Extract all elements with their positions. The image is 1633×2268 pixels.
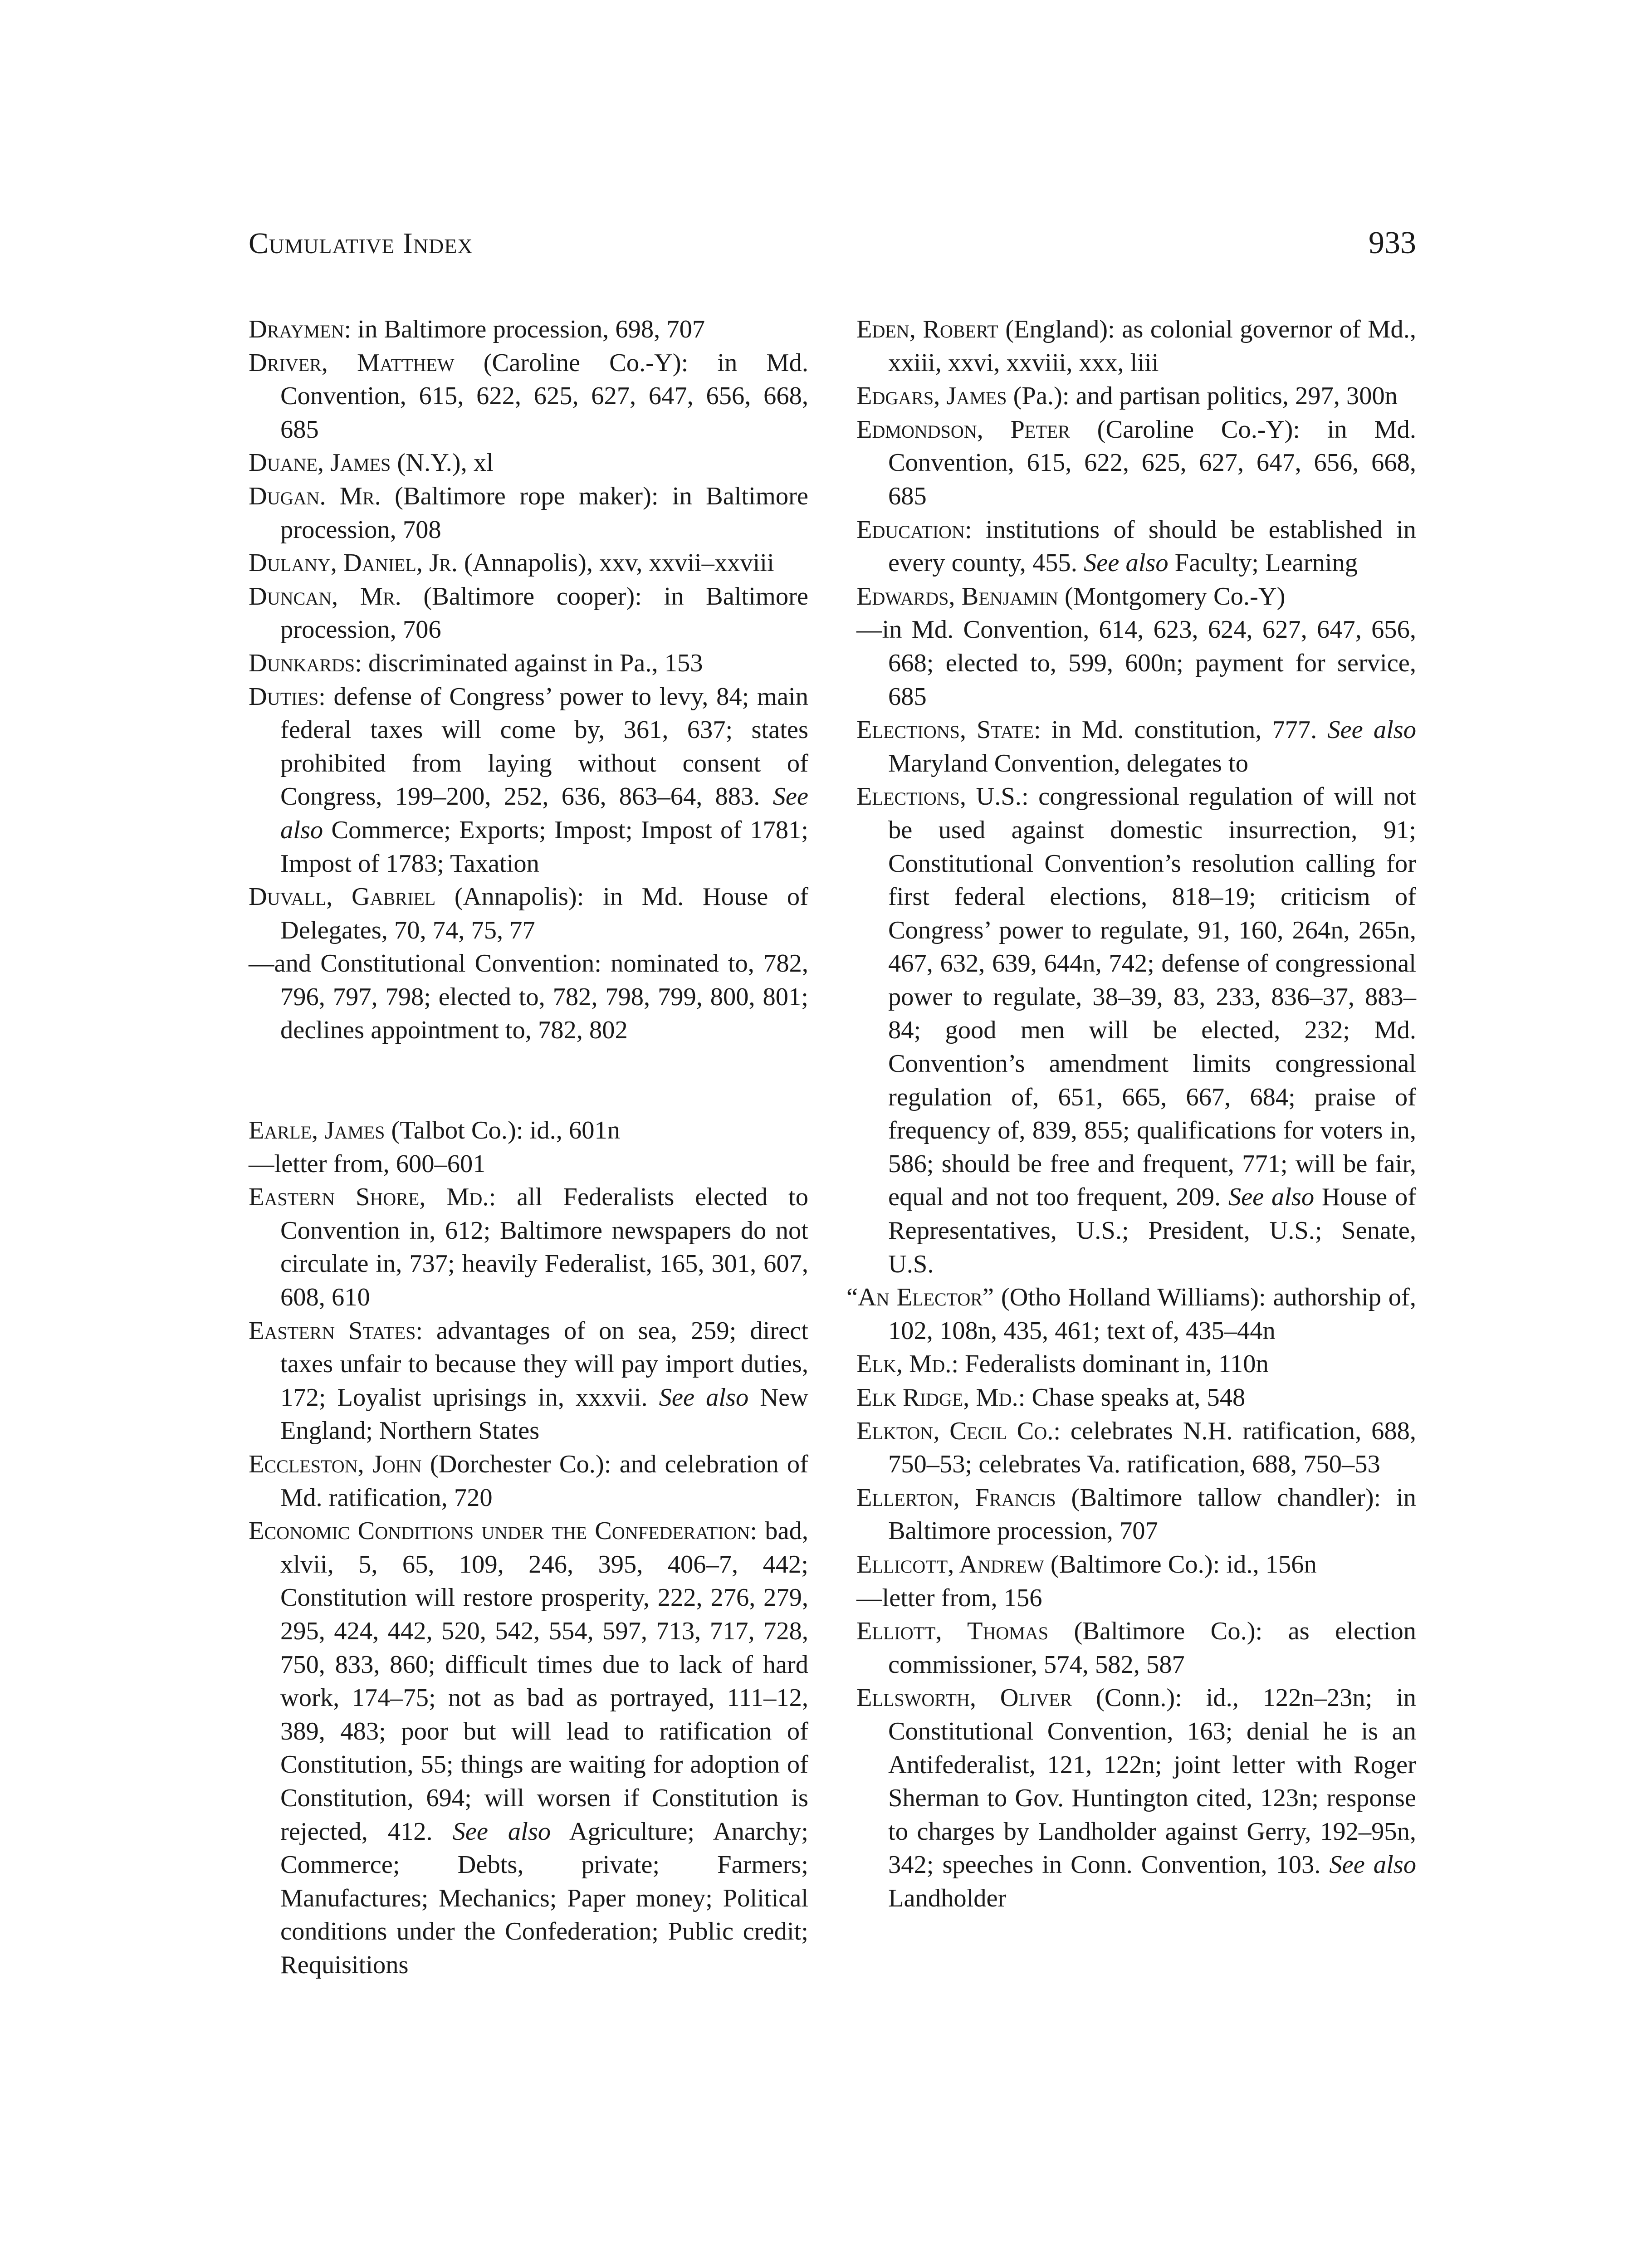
index-entry xyxy=(249,480,808,547)
index-locators: : institutions of should be established in every county, 455. xyxy=(888,515,1416,577)
index-term: Duncan, Mr. xyxy=(249,582,401,611)
index-term: Elliott, Thomas xyxy=(856,1617,1048,1646)
index-term: Duane, James xyxy=(249,449,391,477)
index-locators: (Pa.): and partisan politics, 297, 300n xyxy=(1007,382,1398,411)
index-entry xyxy=(249,947,808,1047)
see-also-label: See also xyxy=(1329,1851,1416,1879)
index-entry xyxy=(249,547,808,580)
index-entry xyxy=(856,1582,1416,1615)
index-term: Draymen xyxy=(249,315,344,343)
index-entry xyxy=(856,413,1416,513)
index-term: Ellerton, Francis xyxy=(856,1483,1056,1512)
index-entry xyxy=(856,613,1416,714)
index-term: Eden, Robert xyxy=(856,315,998,343)
see-also-label: See also xyxy=(1327,716,1417,744)
index-term: Duties xyxy=(249,682,319,711)
index-term: Duvall, Gabriel xyxy=(249,883,436,911)
index-locators: —in Md. Convention, 614, 623, 624, 627, 647, 656, 668; elected to, 599, 600n; payment for service, 685 xyxy=(856,616,1416,711)
index-entry xyxy=(856,380,1416,413)
index-entry xyxy=(249,1315,808,1448)
page-number: 933 xyxy=(1369,225,1416,260)
index-term: Eastern States xyxy=(249,1316,416,1345)
see-also-label: See also xyxy=(1083,549,1169,577)
index-locators: : discriminated against in Pa., 153 xyxy=(355,649,703,677)
index-entry xyxy=(249,647,808,680)
index-entry xyxy=(249,1515,808,1982)
index-term: Elk, Md. xyxy=(856,1350,952,1378)
index-entry xyxy=(856,1615,1416,1681)
index-locators: : Federalists dominant in, 110n xyxy=(951,1350,1269,1378)
index-locators: (Baltimore tallow chandler): in Baltimore procession, 707 xyxy=(888,1483,1416,1545)
index-term: Elkton, Cecil Co. xyxy=(856,1417,1054,1445)
index-entry xyxy=(249,880,808,947)
index-locators: : all Federalists elected to Convention in, 612; Baltimore newspapers do not circulate in, 737; heavily Federalist, 165, 301, 607, 608, 610 xyxy=(280,1183,809,1312)
index-locators: (Baltimore rope maker): in Baltimore procession, 708 xyxy=(280,482,808,544)
index-entry xyxy=(856,1381,1416,1415)
index-term: Elections, U.S. xyxy=(856,782,1022,811)
index-term: Dugan. Mr. xyxy=(249,482,381,510)
index-entry xyxy=(249,680,808,881)
index-locators: (Baltimore Co.): id., 156n xyxy=(1044,1550,1317,1579)
index-locators: (Montgomery Co.-Y) xyxy=(1058,582,1286,611)
see-also-label: See also xyxy=(1228,1183,1315,1212)
index-entry xyxy=(856,313,1416,380)
index-term: “An Elector” xyxy=(846,1283,994,1312)
index-entry xyxy=(856,1415,1416,1481)
index-locators: : advantages of on sea, 259; direct taxes unfair to because they will pay import duties, 172; Loyalist uprisings in, xxxvii. xyxy=(280,1316,808,1412)
index-term: Ellicott, Andrew xyxy=(856,1550,1044,1579)
index-entry xyxy=(856,1681,1416,1915)
index-term: Dunkards xyxy=(249,649,355,677)
index-term: Driver, Matthew xyxy=(249,348,455,377)
index-term: Dulany, Daniel, Jr. xyxy=(249,549,458,577)
index-locators: (Conn.): id., 122n–23n; in Constitutional Convention, 163; denial he is an Antifederalist, 121, 122n; joint letter with Roger Sherman to Gov. Huntington cited, 123n; response to charges by Landholder against Gerry, 192–95n, 342; speeches in Conn. Convention, 103. xyxy=(888,1684,1417,1879)
index-locators: (Caroline Co.-Y): in Md. Convention, 615, 622, 625, 627, 647, 656, 668, 685 xyxy=(280,348,808,444)
index-locators: (England): as colonial governor of Md., xxiii, xxvi, xxviii, xxx, liii xyxy=(888,315,1416,377)
index-entry xyxy=(249,1181,808,1314)
index-locators: (Baltimore cooper): in Baltimore procession, 706 xyxy=(280,582,808,644)
see-also-targets: Agriculture; Anarchy; Commerce; Debts, private; Farmers; Manufactures; Mechanics; Paper money; Political conditions under the Confederation; Public credit; Requisitions xyxy=(280,1817,808,1979)
index-entry xyxy=(856,714,1416,780)
left-column xyxy=(249,313,808,1982)
index-entry xyxy=(249,1114,808,1148)
see-also-targets: House of Representatives, U.S.; President, U.S.; Senate, U.S. xyxy=(888,1183,1417,1278)
index-locators: —letter from, 156 xyxy=(856,1584,1042,1612)
see-also-label: See also xyxy=(280,782,808,844)
index-locators: : defense of Congress’ power to levy, 84; main federal taxes will come by, 361, 637; states prohibited from laying without consent of Congress, 199–200, 252, 636, 863–64, 883. xyxy=(280,682,808,811)
index-columns xyxy=(249,313,1416,1982)
index-term: Ellsworth, Oliver xyxy=(856,1684,1072,1712)
index-locators: : bad, xlvii, 5, 65, 109, 246, 395, 406–7, 442; Constitution will restore prosperity, 222, 276, 279, 295, 424, 442, 520, 542, 554, 597, 713, 717, 728, 750, 833, 860; difficult times due to lack of hard work, 174–75; not as bad as portrayed, 111–12, 389, 483; poor but will lead to ratification of Constitution, 55; things are waiting for adoption of Constitution, 694; will worsen if Constitution is rejected, 412. xyxy=(280,1517,808,1846)
index-locators: (Caroline Co.-Y): in Md. Convention, 615, 622, 625, 627, 647, 656, 668, 685 xyxy=(888,415,1416,510)
index-entry xyxy=(856,1348,1416,1381)
index-locators: —letter from, 600–601 xyxy=(249,1149,486,1178)
index-locators: (Otho Holland Williams): authorship of, 102, 108n, 435, 461; text of, 435–44n xyxy=(888,1283,1416,1345)
see-also-targets: Faculty; Learning xyxy=(1168,549,1358,577)
index-term: Education xyxy=(856,515,965,544)
index-locators: (Dorchester Co.): and celebration of Md. ratification, 720 xyxy=(280,1450,808,1512)
index-entry xyxy=(856,780,1416,1281)
index-entry xyxy=(249,1148,808,1181)
index-locators: : congressional regulation of will not be used against domestic insurrection, 91; Constitutional Convention’s resolution calling for first federal elections, 818–19; criticism of Congress’ power to regulate, 91, 160, 264n, 265n, 467, 632, 639, 644n, 742; defense of congressional power to regulate, 38–39, 83, 233, 836–37, 883–84; good men will be elected, 232; Md. Convention’s amendment limits congressional regulation of, 651, 665, 667, 684; praise of frequency of, 839, 855; qualifications for voters in, 586; should be free and frequent, 771; will be fair, equal and not too frequent, 209. xyxy=(888,782,1416,1212)
index-term: Edwards, Benjamin xyxy=(856,582,1058,611)
index-entry xyxy=(249,313,808,347)
right-column xyxy=(846,313,1417,1982)
index-entry xyxy=(249,1448,808,1515)
see-also-targets: Commerce; Exports; Impost; Impost of 1781; Impost of 1783; Taxation xyxy=(280,816,808,878)
see-also-label: See also xyxy=(659,1383,749,1412)
index-entry xyxy=(249,347,808,447)
index-locators: (N.Y.), xl xyxy=(391,449,494,477)
index-entry xyxy=(856,513,1416,580)
index-entry xyxy=(856,1548,1416,1582)
index-term: Eccleston, John xyxy=(249,1450,422,1478)
index-term: Elk Ridge, Md. xyxy=(856,1383,1018,1412)
see-also-targets: Landholder xyxy=(888,1884,1007,1912)
index-locators: : in Baltimore procession, 698, 707 xyxy=(344,315,705,343)
index-locators: (Baltimore Co.): as election commissioner, 574, 582, 587 xyxy=(888,1617,1416,1679)
see-also-targets: Maryland Convention, delegates to xyxy=(888,749,1248,777)
section-title: Cumulative Index xyxy=(249,227,473,260)
index-entry xyxy=(856,580,1416,614)
index-entry xyxy=(249,446,808,480)
index-locators: : celebrates N.H. ratification, 688, 750–53; celebrates Va. ratification, 688, 750–53 xyxy=(888,1417,1416,1479)
index-term: Edmondson, Peter xyxy=(856,415,1070,444)
index-locators: : in Md. constitution, 777. xyxy=(1034,716,1317,744)
index-locators: : Chase speaks at, 548 xyxy=(1018,1383,1246,1412)
index-term: Eastern Shore, Md. xyxy=(249,1183,489,1212)
index-locators: (Annapolis): in Md. House of Delegates, 70, 74, 75, 77 xyxy=(280,883,808,944)
index-locators: (Annapolis), xxv, xxvii–xxviii xyxy=(457,549,774,577)
index-term: Earle, James xyxy=(249,1116,385,1145)
index-locators: (Talbot Co.): id., 601n xyxy=(385,1116,620,1145)
index-entry xyxy=(856,1481,1416,1548)
index-entry xyxy=(249,580,808,647)
index-term: Edgars, James xyxy=(856,382,1007,411)
running-head xyxy=(249,225,1416,261)
index-term: Elections, State xyxy=(856,716,1034,744)
index-entry xyxy=(846,1281,1416,1348)
index-locators: —and Constitutional Convention: nominated to, 782, 796, 797, 798; elected to, 782, 798, 799, 800, 801; declines appointment to, 782, 802 xyxy=(249,949,808,1045)
see-also-targets: New England; Northern States xyxy=(280,1383,808,1445)
index-term: Economic Conditions under the Confederation xyxy=(249,1517,750,1545)
see-also-label: See also xyxy=(452,1817,551,1846)
